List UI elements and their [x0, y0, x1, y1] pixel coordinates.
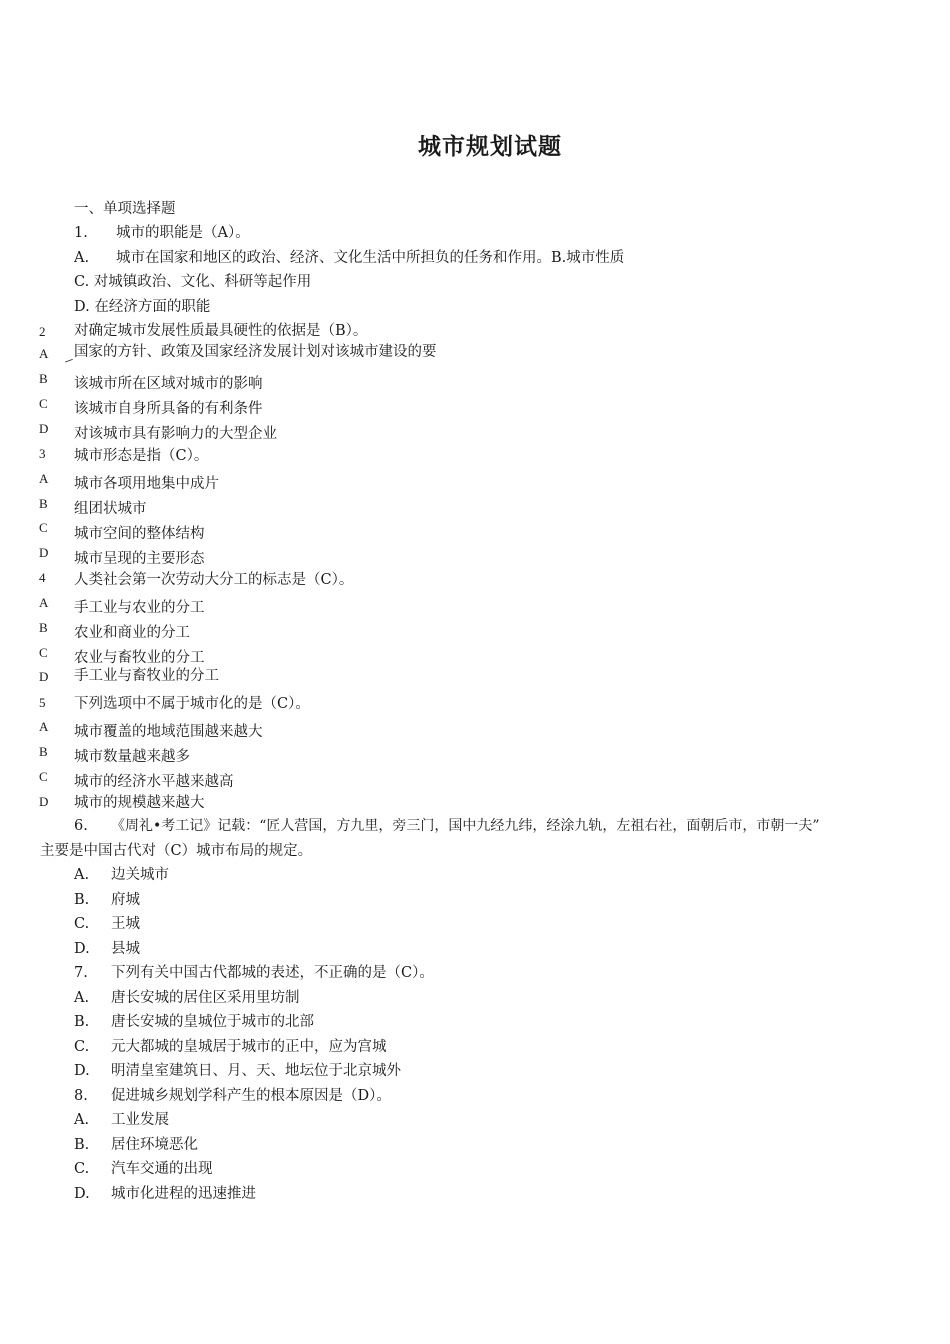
- q2-stem: 对确定城市发展性质最具硬性的依据是（B）。: [74, 323, 368, 339]
- q5-stem: 下列选项中不属于城市化的是（C）。: [74, 696, 310, 712]
- q7-number: 7.: [74, 965, 88, 981]
- q6-stem-continued: 主要是中国古代对（C）城市布局的规定。: [40, 843, 313, 859]
- q8-option-d: 城市化进程的迅速推进: [111, 1186, 256, 1202]
- q3-option-a: 城市各项用地集中成片: [74, 476, 219, 492]
- q6-option-d: 县城: [111, 941, 140, 957]
- q3-option-c-label: C: [39, 520, 48, 535]
- q5-option-c: 城市的经济水平越来越高: [74, 774, 234, 790]
- q7-option-a: 唐长安城的居住区采用里坊制: [111, 990, 300, 1006]
- q2-option-c-label: C: [39, 396, 48, 411]
- q4-option-c: 农业与畜牧业的分工: [74, 650, 205, 666]
- q7-option-c: 元大都城的皇城居于城市的正中，应为宫城: [111, 1039, 387, 1055]
- q7-option-b: 唐长安城的皇城位于城市的北部: [111, 1014, 314, 1030]
- q8-option-b: 居住环境恶化: [111, 1137, 198, 1153]
- q4-option-d-label: D: [39, 669, 49, 684]
- q1-option-a-label: A.: [74, 250, 90, 266]
- q5-option-d: 城市的规模越来越大: [74, 795, 205, 811]
- q4-stem: 人类社会第一次劳动大分工的标志是（C）。: [74, 572, 354, 588]
- q2-option-d-label: D: [39, 421, 49, 436]
- q3-number: 3: [39, 446, 46, 461]
- q2-option-c: 该城市自身所具备的有利条件: [74, 401, 263, 417]
- q4-option-a: 手工业与农业的分工: [74, 600, 205, 616]
- section-heading: 一、单项选择题: [74, 201, 176, 217]
- q7-option-b-label: B.: [74, 1014, 90, 1030]
- q5-number: 5: [39, 695, 46, 710]
- q7-option-d: 明清皇室建筑日、月、天、地坛位于北京城外: [111, 1063, 401, 1079]
- q4-option-d: 手工业与畜牧业的分工: [74, 668, 219, 684]
- q2-option-b-label: B: [39, 371, 48, 386]
- q7-option-d-label: D.: [74, 1063, 90, 1079]
- q1-option-a: 城市在国家和地区的政治、经济、文化生活中所担负的任务和作用。B.城市性质: [116, 250, 625, 266]
- q8-number: 8.: [74, 1088, 88, 1104]
- q8-stem: 促进城乡规划学科产生的根本原因是（D）。: [111, 1088, 391, 1104]
- q1-stem: 城市的职能是（A）。: [116, 225, 250, 241]
- q2-option-a-label: A: [39, 346, 49, 361]
- q6-option-c: 王城: [111, 916, 140, 932]
- q5-option-b: 城市数量越来越多: [74, 749, 190, 765]
- q5-option-d-label: D: [39, 794, 49, 809]
- q3-option-c: 城市空间的整体结构: [74, 526, 205, 542]
- q7-option-c-label: C.: [74, 1039, 90, 1055]
- q4-option-b: 农业和商业的分工: [74, 625, 190, 641]
- q8-option-d-label: D.: [74, 1186, 90, 1202]
- q3-option-a-label: A: [39, 471, 49, 486]
- q7-stem: 下列有关中国古代都城的表述，不正确的是（C）。: [111, 965, 434, 981]
- q1-option-d: D. 在经济方面的职能: [74, 299, 211, 315]
- q6-option-c-label: C.: [74, 916, 90, 932]
- q6-option-b-label: B.: [74, 892, 90, 908]
- q3-stem: 城市形态是指（C）。: [74, 448, 209, 464]
- q3-option-d: 城市呈现的主要形态: [74, 551, 205, 567]
- q8-option-a-label: A.: [74, 1112, 90, 1128]
- q4-option-c-label: C: [39, 645, 48, 660]
- q5-option-b-label: B: [39, 744, 48, 759]
- q6-number: 6.: [74, 818, 88, 834]
- q8-option-a: 工业发展: [111, 1112, 169, 1128]
- q3-option-b-label: B: [39, 496, 48, 511]
- q5-option-a: 城市覆盖的地域范围越来越大: [74, 724, 263, 740]
- q5-option-a-label: A: [39, 719, 49, 734]
- q8-option-c-label: C.: [74, 1161, 90, 1177]
- q8-option-b-label: B.: [74, 1137, 90, 1153]
- q2-option-b: 该城市所在区域对城市的影响: [74, 376, 263, 392]
- q2-option-d: 对该城市具有影响力的大型企业: [74, 426, 277, 442]
- q6-option-a-label: A.: [74, 867, 90, 883]
- q4-option-b-label: B: [39, 620, 48, 635]
- q1-number: 1.: [74, 225, 88, 241]
- q6-option-a: 边关城市: [111, 867, 169, 883]
- q6-option-d-label: D.: [74, 941, 90, 957]
- q4-option-a-label: A: [39, 595, 49, 610]
- q6-option-b: 府城: [111, 892, 140, 908]
- q2-number: 2: [39, 324, 46, 339]
- page-title: 城市规划试题: [418, 134, 562, 160]
- q7-option-a-label: A.: [74, 990, 90, 1006]
- q5-option-c-label: C: [39, 769, 48, 784]
- q3-option-d-label: D: [39, 545, 49, 560]
- q4-number: 4: [39, 570, 46, 585]
- q2-option-a: 国家的方针、政策及国家经济发展计划对该城市建设的要: [74, 344, 437, 360]
- q3-option-b: 组团状城市: [74, 501, 147, 517]
- q1-option-c: C. 对城镇政治、文化、科研等起作用: [74, 274, 312, 290]
- q8-option-c: 汽车交通的出现: [111, 1161, 213, 1177]
- q6-stem: 《周礼•考工记》记载：“匠人营国，方九里，旁三门，国中九经九纬，经涂九轨，左祖右社，面朝后市，市朝一夫”: [111, 818, 820, 834]
